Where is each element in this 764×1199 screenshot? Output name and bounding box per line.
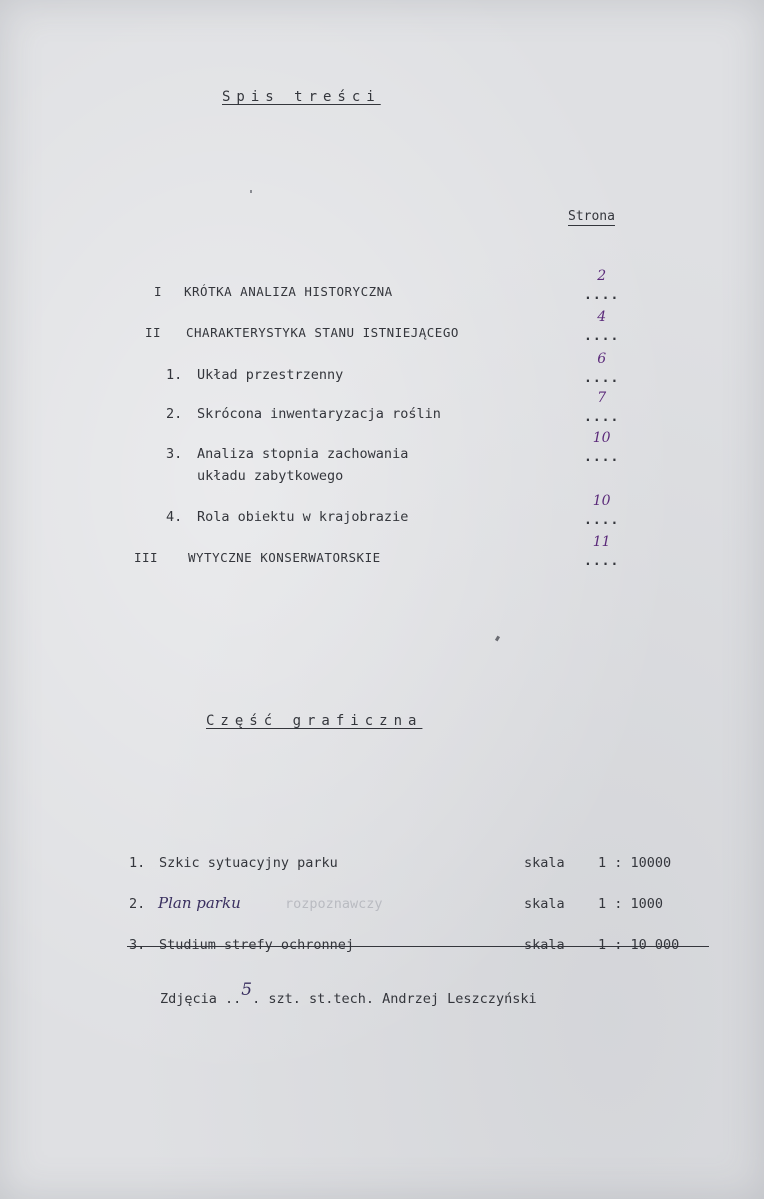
toc-entry-num: I <box>154 284 163 299</box>
photos-line <box>160 980 537 1008</box>
graphic-item-scale: 1 : 10 000 <box>598 937 680 953</box>
graphic-item-scale: 1 : 10000 <box>598 855 672 871</box>
photos-suffix: . szt. st.tech. Andrzej Leszczyński <box>252 991 537 1007</box>
toc-entry-page: .... 11 <box>584 534 620 569</box>
graphic-item-scale: 1 : 1000 <box>598 896 664 912</box>
graphic-item-num: 1. <box>129 855 146 871</box>
toc-entry-num: III <box>134 550 159 565</box>
handwritten-page-number: 2 <box>597 268 607 284</box>
handwritten-page-number: 10 <box>592 430 611 446</box>
graphic-item-label-handwritten: Plan parku <box>158 894 241 912</box>
toc-entry-page: .... 10 <box>584 430 620 465</box>
graphic-item-scale-label: skala <box>524 937 565 953</box>
toc-entry-page: .... 2 <box>584 268 620 303</box>
toc-entry-label: WYTYCZNE KONSERWATORSKIE <box>188 550 381 565</box>
toc-entry-page: .... 10 <box>584 493 620 528</box>
stray-mark <box>250 190 252 193</box>
handwritten-page-number: 11 <box>592 534 611 550</box>
toc-entry-page: .... 4 <box>584 309 620 344</box>
handwritten-page-number: 6 <box>597 351 607 367</box>
toc-entry-num: II <box>145 325 162 340</box>
toc-entry-label-line1: Analiza stopnia zachowania <box>197 446 409 462</box>
graphic-item-num: 3. <box>129 937 146 953</box>
handwritten-page-number: 7 <box>597 390 607 406</box>
toc-entry-label-line2: układu zabytkowego <box>197 468 344 484</box>
graphic-item-num: 2. <box>129 896 146 912</box>
photos-prefix: Zdjęcia .. <box>160 991 242 1007</box>
toc-entry-label: Układ przestrzenny <box>197 367 344 383</box>
toc-entry-label: CHARAKTERYSTYKA STANU ISTNIEJĄCEGO <box>186 325 459 340</box>
toc-entry-label: Skrócona inwentaryzacja roślin <box>197 406 441 422</box>
toc-entry-num: 4. <box>166 509 183 525</box>
strikethrough-line <box>127 946 709 947</box>
page-column-label: Strona <box>568 209 615 224</box>
toc-entry-page: .... 6 <box>584 351 620 386</box>
toc-title: Spis treści <box>222 89 381 105</box>
toc-entry-num: 2. <box>166 406 183 422</box>
graphic-item-label: Szkic sytuacyjny parku <box>159 855 338 871</box>
photos-count-handwritten: 5 <box>241 980 253 1000</box>
toc-entry-num: 3. <box>166 446 183 462</box>
stray-mark <box>495 636 500 642</box>
handwritten-page-number: 10 <box>592 493 611 509</box>
graphic-item-scale-label: skala <box>524 855 565 871</box>
toc-entry-label: KRÓTKA ANALIZA HISTORYCZNA <box>184 284 393 299</box>
toc-entry-num: 1. <box>166 367 183 383</box>
toc-entry-page: .... 7 <box>584 390 620 425</box>
graphic-item-scale-label: skala <box>524 896 565 912</box>
toc-entry-label: Rola obiektu w krajobrazie <box>197 509 409 525</box>
graphic-item-erased-text: rozpoznawczy <box>285 896 383 912</box>
graphic-section-title: Część graficzna <box>206 713 423 729</box>
handwritten-page-number: 4 <box>597 309 607 325</box>
graphic-item-label: Studium strefy ochronnej <box>159 937 355 953</box>
